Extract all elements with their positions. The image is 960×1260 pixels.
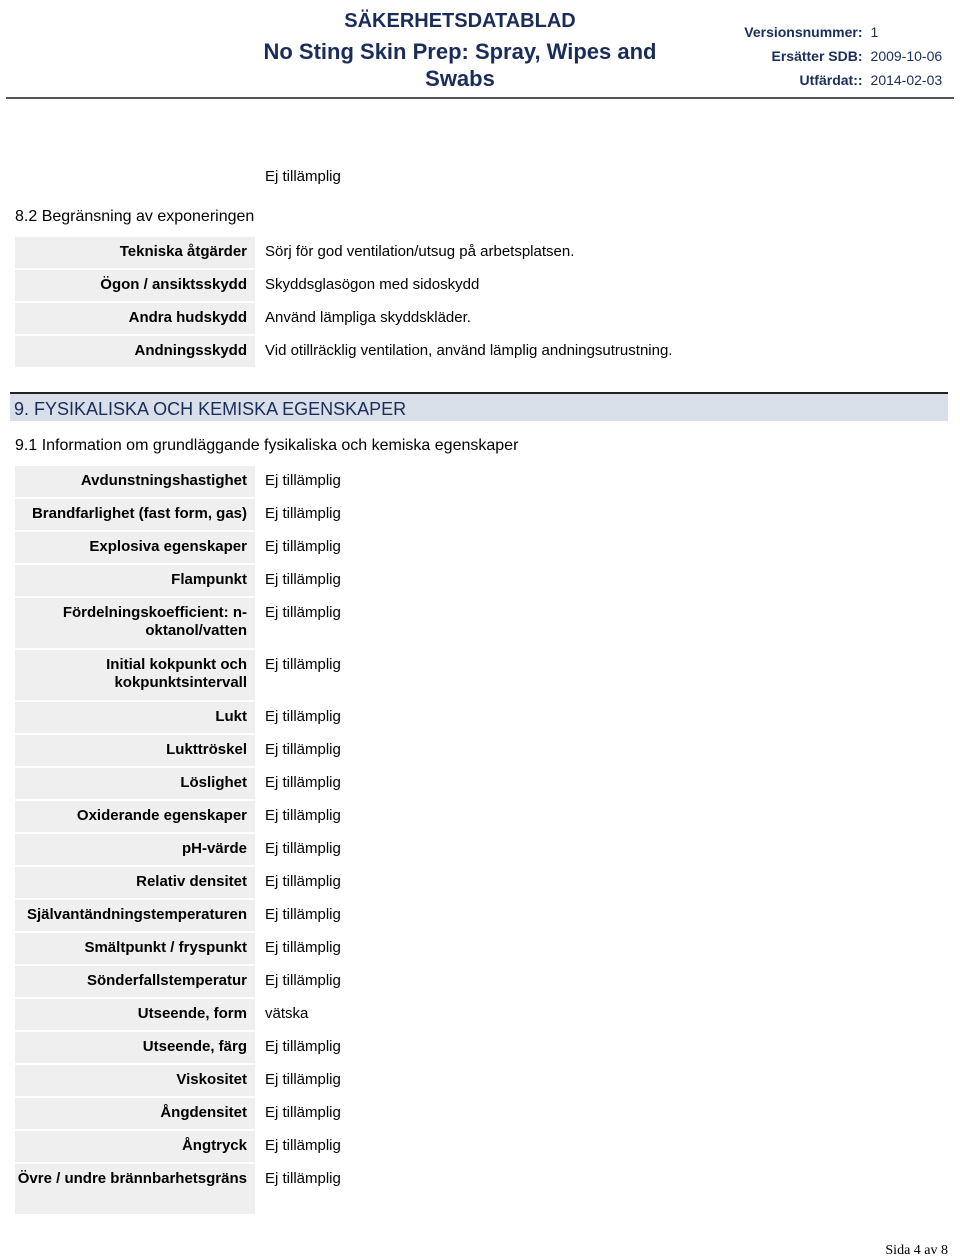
- property-value: Ej tillämplig: [265, 972, 341, 989]
- property-row: [15, 532, 341, 563]
- property-value: Ej tillämplig: [265, 873, 341, 890]
- property-row: [15, 650, 341, 700]
- property-label: Brandfarlighet (fast form, gas): [15, 499, 255, 530]
- property-value: Ej tillämplig: [265, 1071, 341, 1088]
- property-value: Ej tillämplig: [265, 1170, 341, 1187]
- property-label: Övre / undre brännbarhetsgräns: [15, 1164, 255, 1214]
- property-row: [15, 702, 341, 733]
- property-value: Ej tillämplig: [265, 571, 341, 588]
- property-row: [15, 999, 308, 1030]
- property-row: [15, 768, 341, 799]
- property-label: Viskositet: [15, 1065, 255, 1096]
- property-value: Ej tillämplig: [265, 741, 341, 758]
- property-value: Ej tillämplig: [265, 906, 341, 923]
- property-row: [15, 1164, 341, 1214]
- property-value: Ej tillämplig: [265, 807, 341, 824]
- meta-value: 2014-02-03: [870, 72, 943, 88]
- property-row: [15, 598, 341, 648]
- property-row: [15, 1098, 341, 1129]
- property-row: [15, 499, 341, 530]
- property-label: Relativ densitet: [15, 867, 255, 898]
- property-row: [15, 270, 479, 301]
- property-value: Ej tillämplig: [265, 939, 341, 956]
- property-value: Ej tillämplig: [265, 1038, 341, 1055]
- property-value: Vid otillräcklig ventilation, använd lämplig andningsutrustning.: [265, 342, 673, 359]
- property-row: [15, 1032, 341, 1063]
- property-value: Använd lämpliga skyddskläder.: [265, 309, 471, 326]
- property-value: Ej tillämplig: [265, 604, 341, 621]
- meta-issued: [640, 72, 950, 96]
- property-label: Smältpunkt / fryspunkt: [15, 933, 255, 964]
- property-label: Fördelningskoefficient: n-oktanol/vatten: [15, 598, 255, 648]
- property-label: Utseende, form: [15, 999, 255, 1030]
- property-label: Ångtryck: [15, 1131, 255, 1162]
- property-row: [15, 237, 574, 268]
- property-value: Ej tillämplig: [265, 472, 341, 489]
- meta-value: 2009-10-06: [870, 48, 943, 64]
- document-type: SÄKERHETSDATABLAD: [344, 10, 576, 32]
- property-value: Ej tillämplig: [265, 1137, 341, 1154]
- property-label: Oxiderande egenskaper: [15, 801, 255, 832]
- property-value: Ej tillämplig: [265, 1104, 341, 1121]
- property-row: [15, 303, 471, 334]
- property-label: Självantändningstemperaturen: [15, 900, 255, 931]
- property-row: [15, 900, 341, 931]
- property-label: Initial kokpunkt och kokpunktsintervall: [15, 650, 255, 700]
- property-row: [15, 735, 341, 766]
- property-value: vätska: [265, 1005, 309, 1022]
- section-8-2-heading: 8.2 Begränsning av exponeringen: [15, 208, 255, 225]
- meta-label: Versionsnummer:: [744, 24, 863, 40]
- property-row: [15, 466, 341, 497]
- header-divider: [6, 97, 954, 99]
- top-value: Ej tillämplig: [265, 168, 341, 185]
- property-label: Utseende, färg: [15, 1032, 255, 1063]
- property-label: Lukttröskel: [15, 735, 255, 766]
- product-name: No Sting Skin Prep: Spray, Wipes and Swabs: [263, 39, 657, 91]
- section-9-title: 9. FYSIKALISKA OCH KEMISKA EGENSKAPER: [14, 399, 407, 419]
- property-row: [15, 801, 341, 832]
- property-value: Ej tillämplig: [265, 656, 341, 673]
- property-value: Ej tillämplig: [265, 505, 341, 522]
- property-value: Ej tillämplig: [265, 708, 341, 725]
- property-row: [15, 867, 341, 898]
- property-value: Sörj för god ventilation/utsug på arbetsplatsen.: [265, 243, 575, 260]
- property-label: Avdunstningshastighet: [15, 466, 255, 497]
- meta-value: 1: [870, 24, 879, 40]
- document-meta: [640, 24, 950, 96]
- document-header: [0, 0, 960, 100]
- section-9-bar: [10, 392, 948, 421]
- property-row: [15, 336, 672, 367]
- property-row: [15, 933, 341, 964]
- property-label: Ögon / ansiktsskydd: [15, 270, 255, 301]
- section-9-1-heading: 9.1 Information om grundläggande fysikaliska och kemiska egenskaper: [15, 437, 519, 454]
- property-label: Tekniska åtgärder: [15, 237, 255, 268]
- property-value: Ej tillämplig: [265, 774, 341, 791]
- property-label: pH-värde: [15, 834, 255, 865]
- property-label: Explosiva egenskaper: [15, 532, 255, 563]
- property-row: [15, 565, 341, 596]
- property-label: Flampunkt: [15, 565, 255, 596]
- property-value: Ej tillämplig: [265, 840, 341, 857]
- property-row: [15, 1065, 341, 1096]
- property-value: Skyddsglasögon med sidoskydd: [265, 276, 480, 293]
- meta-label: Ersätter SDB:: [771, 48, 863, 64]
- property-row: [15, 834, 341, 865]
- meta-replaces: [640, 48, 950, 72]
- property-label: Löslighet: [15, 768, 255, 799]
- property-label: Lukt: [15, 702, 255, 733]
- property-row: [15, 966, 341, 997]
- property-row: [15, 1131, 341, 1162]
- property-label: Ångdensitet: [15, 1098, 255, 1129]
- page-number: Sida 4 av 8: [885, 1243, 948, 1258]
- property-label: Sönderfallstemperatur: [15, 966, 255, 997]
- meta-label: Utfärdat::: [799, 72, 863, 88]
- property-label: Andningsskydd: [15, 336, 255, 367]
- property-label: Andra hudskydd: [15, 303, 255, 334]
- meta-version: [640, 24, 950, 48]
- property-value: Ej tillämplig: [265, 538, 341, 555]
